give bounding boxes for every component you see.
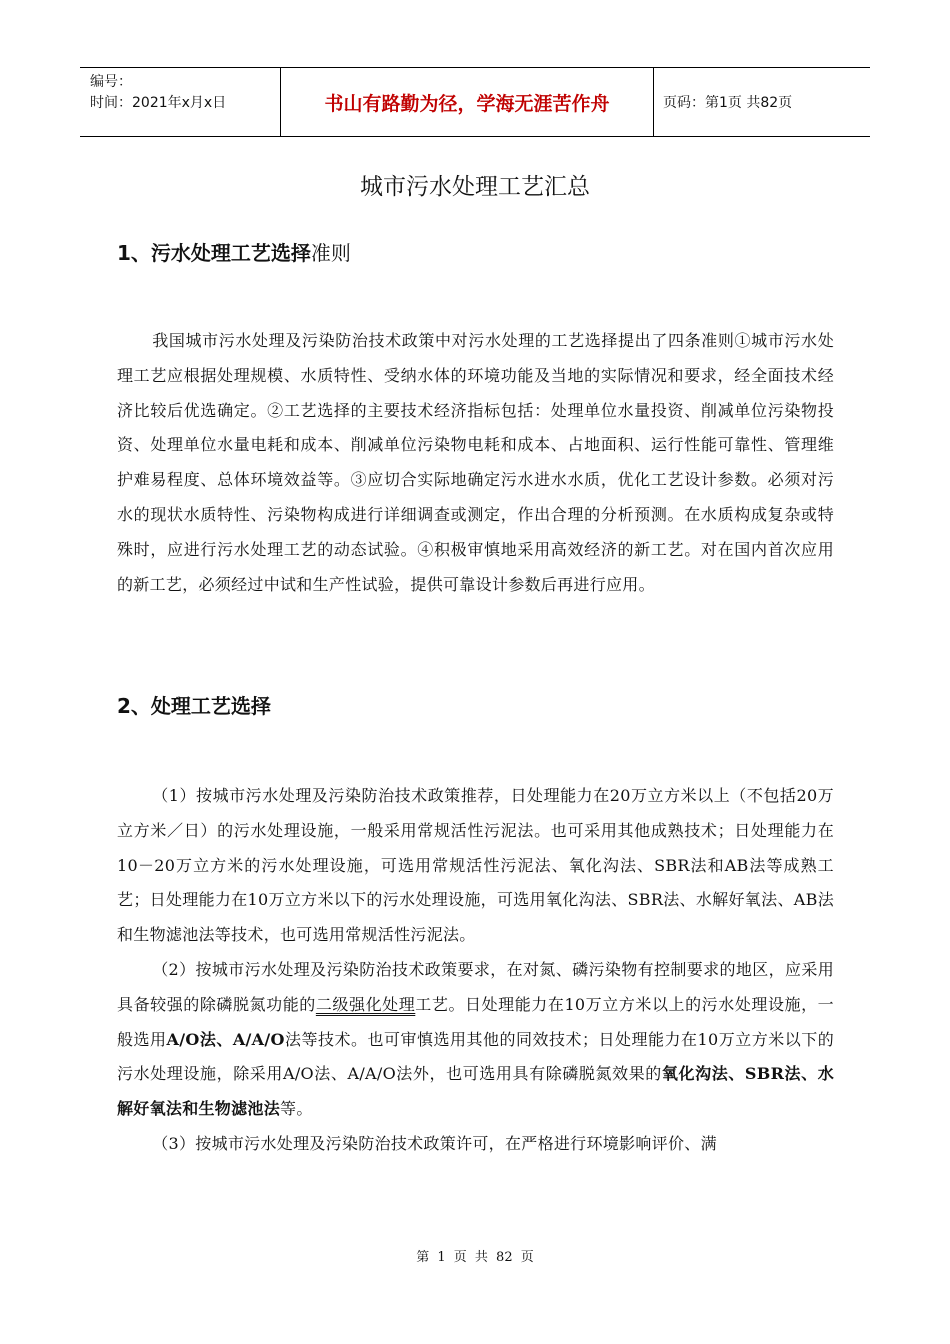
p2-part-a: （2）按城市污水处理及污染防治技术政策要求，在对氮、磷污染物有控制要求的地区，应采用具备较强的除磷脱氮功能的 bbox=[117, 959, 834, 1014]
document-title: 城市污水处理工艺汇总 bbox=[360, 174, 590, 200]
number-label: 编号： bbox=[90, 74, 132, 90]
section1-heading bbox=[117, 237, 351, 266]
section1-heading-suffix: 准则 bbox=[310, 241, 351, 265]
header-meta bbox=[80, 68, 280, 136]
time-label: 时间：2021年x月x日 bbox=[90, 95, 227, 111]
p2-bold-methods-1: A/O法、A/A/O bbox=[166, 1029, 285, 1049]
section2-body bbox=[117, 779, 834, 1162]
p2-part-c: 法等技术。也可审慎选用其他的同效技术；日处理能力在10万立方米以下的污水处理设施，除采用A/O法、A/A/O法外，也可选用具有除磷脱氮效果的 bbox=[117, 1029, 835, 1084]
section2-paragraph-2 bbox=[117, 953, 834, 1127]
p2-underlined-term: 二级强化处理 bbox=[315, 994, 416, 1014]
section2-paragraph-1: （1）按城市污水处理及污染防治技术政策推荐，日处理能力在20万立方米以上（不包括20万立方米／日）的污水处理设施，一般采用常规活性污泥法。也可采用其他成熟技术；日处理能力在10－20万立方米的污水处理设施，可选用常规活性污泥法、氧化沟法、SBR法和AB法等成熟工艺；日处理能力在10万立方米以下的污水处理设施，可选用氧化沟法、SBR法、水解好氧法、AB法和生物滤池法等技术，也可选用常规活性污泥法。 bbox=[117, 786, 834, 945]
p2-bold-methods-2: 氧化沟法、SBR法、水解好氧法和生物滤池法 bbox=[117, 1064, 834, 1119]
header-table bbox=[80, 67, 870, 137]
header-motto: 书山有路勤为径，学海无涯苦作舟 bbox=[280, 68, 654, 136]
page-footer: 第 1 页 共 82 页 bbox=[416, 1250, 534, 1265]
section2-paragraph-3: （3）按城市污水处理及污染防治技术政策许可，在严格进行环境影响评价、满 bbox=[152, 1133, 717, 1153]
p2-part-d: 等。 bbox=[280, 1099, 313, 1119]
section1-body bbox=[117, 324, 834, 602]
p2-part-b: 工艺。日处理能力在10万立方米以上的污水处理设施，一般选用 bbox=[117, 994, 834, 1049]
header-page-info: 页码：第1页 共82页 bbox=[663, 95, 793, 111]
section1-paragraph: 我国城市污水处理及污染防治技术政策中对污水处理的工艺选择提出了四条准则①城市污水处理工艺应根据处理规模、水质特性、受纳水体的环境功能及当地的实际情况和要求，经全面技术经济比较后优选确定。②工艺选择的主要技术经济指标包括：处理单位水量投资、削减单位污染物投资、处理单位水量电耗和成本、削减单位污染物电耗和成本、占地面积、运行性能可靠性、管理维护难易程度、总体环境效益等。③应切合实际地确定污水进水水质，优化工艺设计参数。必须对污水的现状水质特性、污染物构成进行详细调查或测定，作出合理的分析预测。在水质构成复杂或特殊时，应进行污水处理工艺的动态试验。④积极审慎地采用高效经济的新工艺。对在国内首次应用的新工艺，必须经过中试和生产性试验，提供可靠设计参数后再进行应用。 bbox=[117, 331, 834, 594]
section1-heading-main: 1、污水处理工艺选择 bbox=[117, 241, 311, 265]
section2-heading: 2、处理工艺选择 bbox=[117, 694, 271, 718]
